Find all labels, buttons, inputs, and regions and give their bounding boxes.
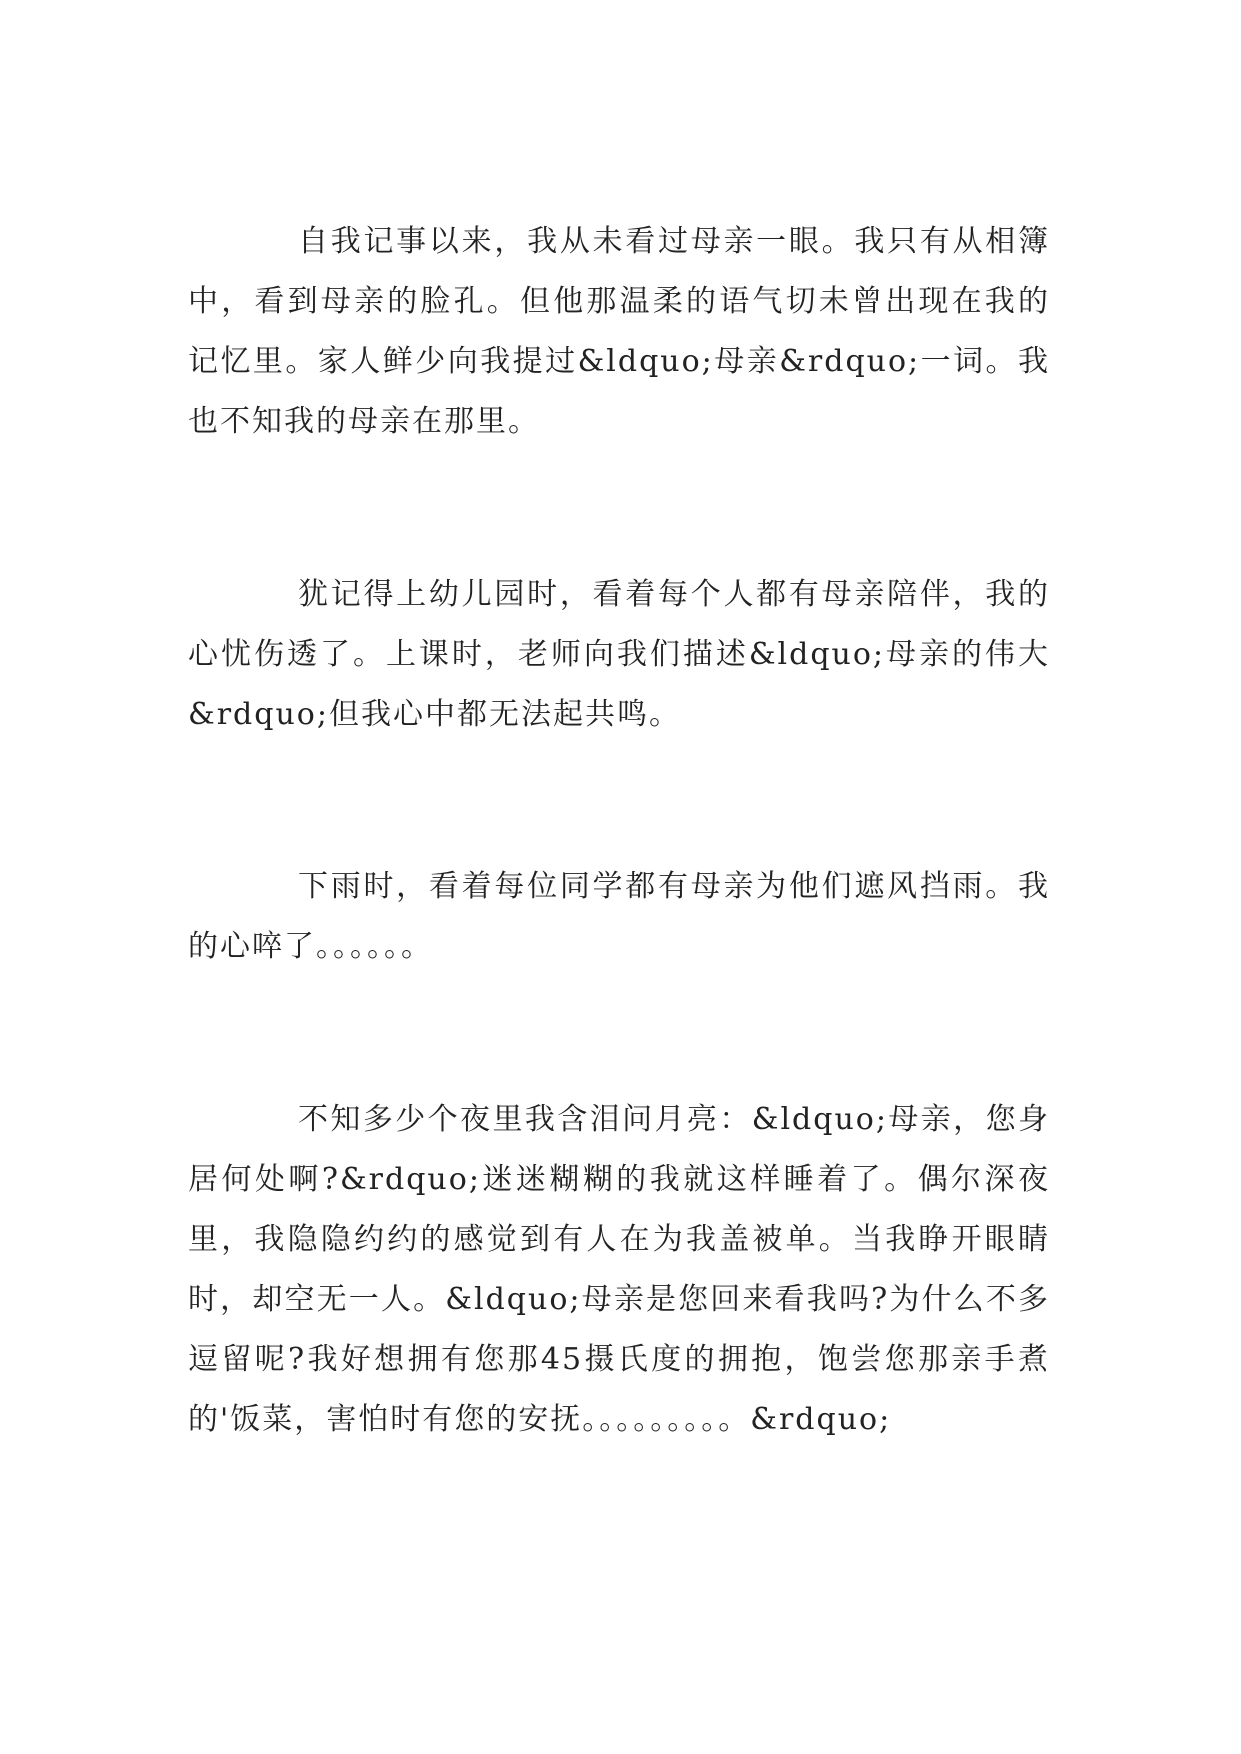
paragraph-rain: 下雨时，看着每位同学都有母亲为他们遮风挡雨。我的心啐了。。。。。。	[188, 869, 1050, 964]
paragraph-kindergarten: 犹记得上幼儿园时，看着每个人都有母亲陪伴，我的心忧伤透了。上课时，老师向我们描述&ldquo;母亲的伟大&rdquo;但我心中都无法起共鸣。	[188, 577, 1050, 732]
paragraph-memory: 自我记事以来，我从未看过母亲一眼。我只有从相簿中，看到母亲的脸孔。但他那温柔的语气切未曾出现在我的记忆里。家人鲜少向我提过&ldquo;母亲&rdquo;一词。我也不知我的母亲在那里。	[188, 224, 1050, 439]
paragraph-night: 不知多少个夜里我含泪问月亮：&ldquo;母亲，您身居何处啊?&rdquo;迷迷糊糊的我就这样睡着了。偶尔深夜里，我隐隐约约的感觉到有人在为我盖被单。当我睁开眼睛时，却空无一人。&ldquo;母亲是您回来看我吗?为什么不多逗留呢?我好想拥有您那45摄氏度的拥抱，饱尝您那亲手煮的'饭菜，害怕时有您的安抚。。。。。。。。。&rdquo;	[188, 1102, 1050, 1437]
